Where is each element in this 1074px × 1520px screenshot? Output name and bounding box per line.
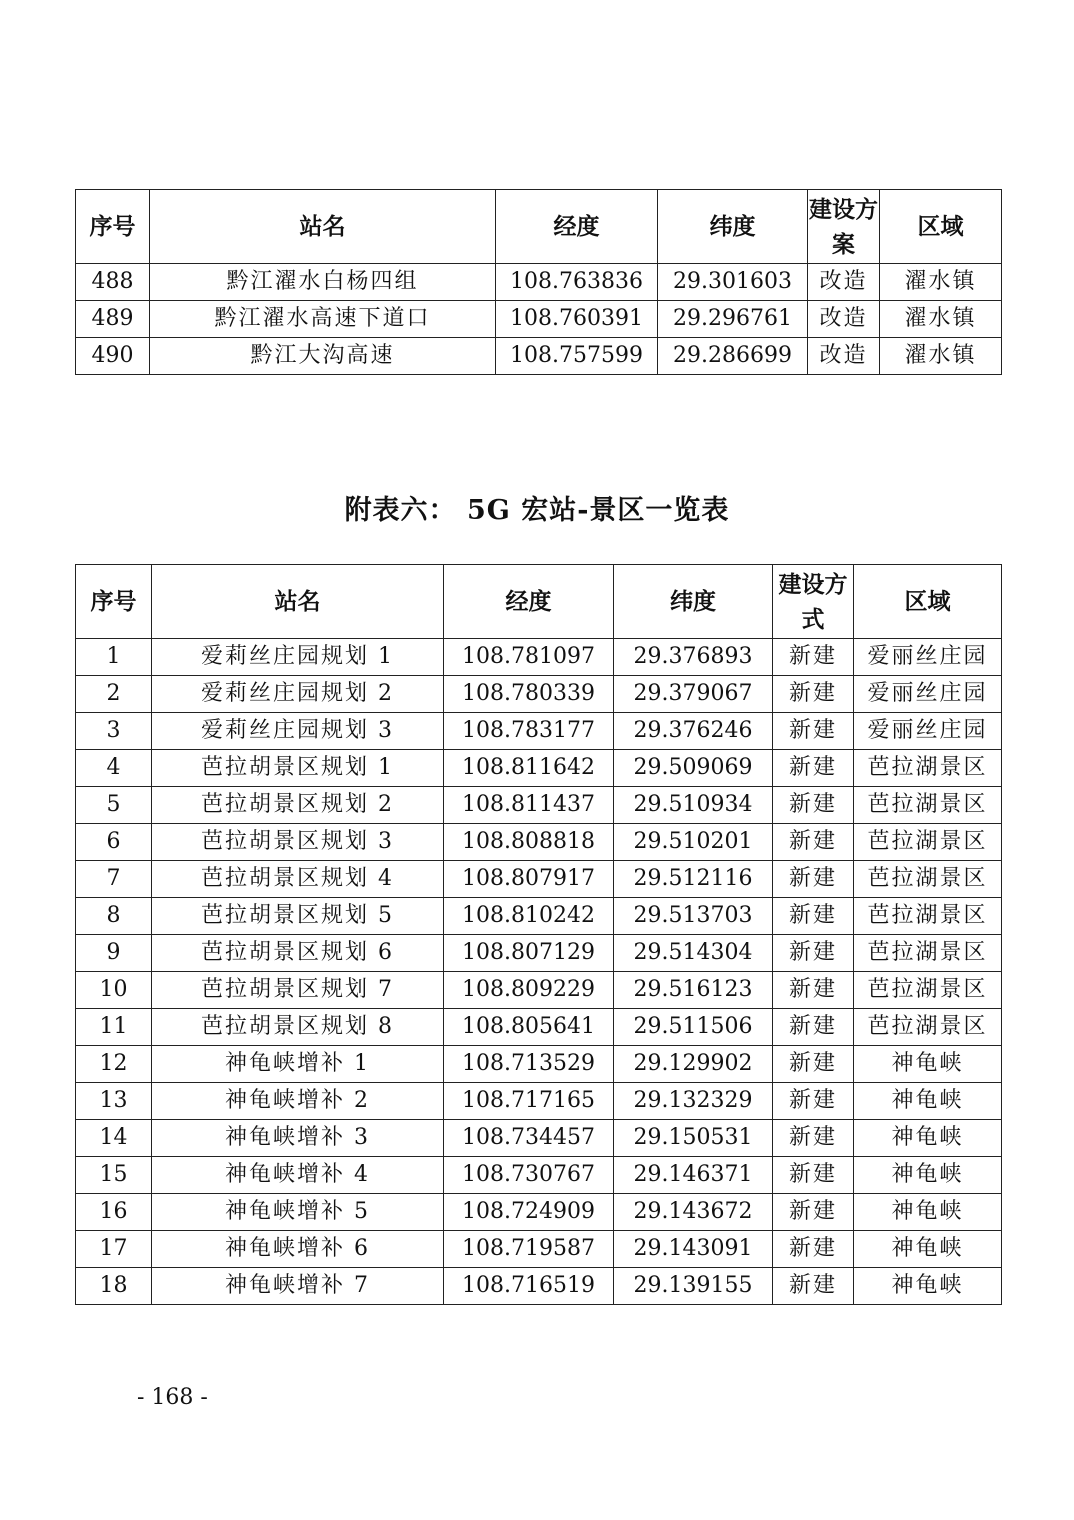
cell-longitude: 108.757599 <box>496 338 658 375</box>
cell-index: 16 <box>76 1194 152 1231</box>
section-heading: 附表六： 5G 宏站-景区一览表 <box>344 495 730 526</box>
table-row <box>76 1157 1002 1194</box>
cell-site-name: 黔江濯水高速下道口 <box>150 301 496 338</box>
cell-area: 爱丽丝庄园 <box>854 639 1002 676</box>
cell-site-name: 芭拉胡景区规划 1 <box>152 750 444 787</box>
cell-site-name: 芭拉胡景区规划 5 <box>152 898 444 935</box>
cell-longitude: 108.811642 <box>444 750 614 787</box>
table-row <box>76 861 1002 898</box>
cell-site-name: 芭拉胡景区规划 8 <box>152 1009 444 1046</box>
cell-latitude: 29.150531 <box>614 1120 773 1157</box>
cell-site-name: 神龟峡增补 2 <box>152 1083 444 1120</box>
cell-area: 芭拉湖景区 <box>854 824 1002 861</box>
cell-build-type: 新建 <box>773 935 854 972</box>
table-row <box>76 1268 1002 1305</box>
cell-build-type: 新建 <box>773 676 854 713</box>
cell-build-type: 新建 <box>773 861 854 898</box>
cell-index: 488 <box>76 264 150 301</box>
cell-longitude: 108.716519 <box>444 1268 614 1305</box>
cell-longitude: 108.807917 <box>444 861 614 898</box>
header-area: 区域 <box>854 565 1002 639</box>
cell-latitude: 29.509069 <box>614 750 773 787</box>
cell-index: 7 <box>76 861 152 898</box>
cell-area: 神龟峡 <box>854 1268 1002 1305</box>
cell-index: 490 <box>76 338 150 375</box>
table-row <box>76 1231 1002 1268</box>
cell-index: 5 <box>76 787 152 824</box>
cell-latitude: 29.129902 <box>614 1046 773 1083</box>
cell-longitude: 108.760391 <box>496 301 658 338</box>
cell-index: 2 <box>76 676 152 713</box>
cell-site-name: 神龟峡增补 1 <box>152 1046 444 1083</box>
cell-site-name: 神龟峡增补 3 <box>152 1120 444 1157</box>
cell-area: 芭拉湖景区 <box>854 898 1002 935</box>
cell-site-name: 芭拉胡景区规划 7 <box>152 972 444 1009</box>
header-site-name: 站名 <box>152 565 444 639</box>
cell-area: 芭拉湖景区 <box>854 1009 1002 1046</box>
cell-site-name: 黔江濯水白杨四组 <box>150 264 496 301</box>
cell-build-type: 改造 <box>808 264 880 301</box>
cell-area: 濯水镇 <box>880 301 1002 338</box>
cell-site-name: 芭拉胡景区规划 6 <box>152 935 444 972</box>
cell-build-type: 新建 <box>773 1268 854 1305</box>
header-index: 序号 <box>76 565 152 639</box>
cell-latitude: 29.510201 <box>614 824 773 861</box>
cell-latitude: 29.286699 <box>658 338 808 375</box>
header-site-name: 站名 <box>150 190 496 264</box>
cell-site-name: 神龟峡增补 6 <box>152 1231 444 1268</box>
cell-area: 芭拉湖景区 <box>854 861 1002 898</box>
table-row <box>76 264 1002 301</box>
cell-build-type: 新建 <box>773 1231 854 1268</box>
header-latitude: 纬度 <box>658 190 808 264</box>
cell-longitude: 108.811437 <box>444 787 614 824</box>
table-row <box>76 1120 1002 1157</box>
table-row <box>76 787 1002 824</box>
cell-build-type: 新建 <box>773 972 854 1009</box>
cell-index: 489 <box>76 301 150 338</box>
page-number: - 168 - <box>137 1385 208 1410</box>
cell-area: 芭拉湖景区 <box>854 787 1002 824</box>
cell-area: 神龟峡 <box>854 1157 1002 1194</box>
cell-latitude: 29.511506 <box>614 1009 773 1046</box>
table-body <box>76 264 1002 375</box>
cell-build-type: 新建 <box>773 1194 854 1231</box>
cell-latitude: 29.143672 <box>614 1194 773 1231</box>
header-build-method: 建设方式 <box>773 565 854 639</box>
cell-longitude: 108.810242 <box>444 898 614 935</box>
cell-build-type: 新建 <box>773 750 854 787</box>
cell-build-type: 改造 <box>808 338 880 375</box>
cell-site-name: 芭拉胡景区规划 3 <box>152 824 444 861</box>
cell-build-type: 新建 <box>773 1120 854 1157</box>
header-build-plan: 建设方案 <box>808 190 880 264</box>
table-row <box>76 1194 1002 1231</box>
cell-area: 神龟峡 <box>854 1194 1002 1231</box>
cell-longitude: 108.734457 <box>444 1120 614 1157</box>
table-row <box>76 898 1002 935</box>
cell-area: 神龟峡 <box>854 1120 1002 1157</box>
cell-latitude: 29.379067 <box>614 676 773 713</box>
cell-latitude: 29.513703 <box>614 898 773 935</box>
header-latitude: 纬度 <box>614 565 773 639</box>
cell-index: 1 <box>76 639 152 676</box>
table-row <box>76 935 1002 972</box>
cell-index: 3 <box>76 713 152 750</box>
cell-longitude: 108.730767 <box>444 1157 614 1194</box>
cell-longitude: 108.719587 <box>444 1231 614 1268</box>
cell-build-type: 新建 <box>773 639 854 676</box>
cell-site-name: 爱莉丝庄园规划 3 <box>152 713 444 750</box>
cell-longitude: 108.807129 <box>444 935 614 972</box>
cell-latitude: 29.376893 <box>614 639 773 676</box>
cell-longitude: 108.805641 <box>444 1009 614 1046</box>
cell-index: 15 <box>76 1157 152 1194</box>
header-longitude: 经度 <box>496 190 658 264</box>
cell-area: 爱丽丝庄园 <box>854 676 1002 713</box>
cell-index: 11 <box>76 1009 152 1046</box>
cell-index: 17 <box>76 1231 152 1268</box>
cell-area: 芭拉湖景区 <box>854 972 1002 1009</box>
cell-area: 芭拉湖景区 <box>854 935 1002 972</box>
cell-build-type: 新建 <box>773 1009 854 1046</box>
cell-area: 爱丽丝庄园 <box>854 713 1002 750</box>
cell-area: 神龟峡 <box>854 1046 1002 1083</box>
cell-site-name: 爱莉丝庄园规划 1 <box>152 639 444 676</box>
cell-index: 6 <box>76 824 152 861</box>
cell-site-name: 神龟峡增补 5 <box>152 1194 444 1231</box>
cell-latitude: 29.514304 <box>614 935 773 972</box>
cell-longitude: 108.724909 <box>444 1194 614 1231</box>
cell-area: 濯水镇 <box>880 264 1002 301</box>
cell-index: 13 <box>76 1083 152 1120</box>
cell-site-name: 爱莉丝庄园规划 2 <box>152 676 444 713</box>
table-row <box>76 972 1002 1009</box>
header-index: 序号 <box>76 190 150 264</box>
cell-longitude: 108.808818 <box>444 824 614 861</box>
cell-build-type: 改造 <box>808 301 880 338</box>
cell-longitude: 108.717165 <box>444 1083 614 1120</box>
table-row <box>76 676 1002 713</box>
cell-index: 10 <box>76 972 152 1009</box>
cell-latitude: 29.512116 <box>614 861 773 898</box>
table-row <box>76 338 1002 375</box>
cell-latitude: 29.510934 <box>614 787 773 824</box>
cell-site-name: 神龟峡增补 7 <box>152 1268 444 1305</box>
cell-site-name: 芭拉胡景区规划 2 <box>152 787 444 824</box>
cell-area: 神龟峡 <box>854 1083 1002 1120</box>
cell-latitude: 29.146371 <box>614 1157 773 1194</box>
cell-build-type: 新建 <box>773 1157 854 1194</box>
cell-latitude: 29.143091 <box>614 1231 773 1268</box>
header-longitude: 经度 <box>444 565 614 639</box>
cell-index: 4 <box>76 750 152 787</box>
cell-latitude: 29.516123 <box>614 972 773 1009</box>
cell-latitude: 29.376246 <box>614 713 773 750</box>
cell-longitude: 108.783177 <box>444 713 614 750</box>
cell-site-name: 黔江大沟高速 <box>150 338 496 375</box>
cell-index: 12 <box>76 1046 152 1083</box>
table-row <box>76 301 1002 338</box>
cell-build-type: 新建 <box>773 713 854 750</box>
cell-index: 9 <box>76 935 152 972</box>
cell-longitude: 108.780339 <box>444 676 614 713</box>
cell-site-name: 芭拉胡景区规划 4 <box>152 861 444 898</box>
cell-build-type: 新建 <box>773 824 854 861</box>
cell-latitude: 29.296761 <box>658 301 808 338</box>
cell-index: 14 <box>76 1120 152 1157</box>
cell-area: 濯水镇 <box>880 338 1002 375</box>
cell-latitude: 29.139155 <box>614 1268 773 1305</box>
table-row <box>76 750 1002 787</box>
cell-latitude: 29.301603 <box>658 264 808 301</box>
cell-build-type: 新建 <box>773 787 854 824</box>
table-row <box>76 1083 1002 1120</box>
cell-build-type: 新建 <box>773 1046 854 1083</box>
cell-site-name: 神龟峡增补 4 <box>152 1157 444 1194</box>
cell-index: 8 <box>76 898 152 935</box>
cell-longitude: 108.781097 <box>444 639 614 676</box>
cell-index: 18 <box>76 1268 152 1305</box>
table-header-row <box>76 565 1002 639</box>
table-header-row <box>76 190 1002 264</box>
table-scenic-sites <box>75 564 1002 1305</box>
table-body <box>76 639 1002 1305</box>
cell-area: 芭拉湖景区 <box>854 750 1002 787</box>
table-row <box>76 1009 1002 1046</box>
table-row <box>76 824 1002 861</box>
cell-latitude: 29.132329 <box>614 1083 773 1120</box>
header-area: 区域 <box>880 190 1002 264</box>
table-row <box>76 713 1002 750</box>
cell-area: 神龟峡 <box>854 1231 1002 1268</box>
table-row <box>76 1046 1002 1083</box>
cell-build-type: 新建 <box>773 1083 854 1120</box>
cell-longitude: 108.809229 <box>444 972 614 1009</box>
table-row <box>76 639 1002 676</box>
cell-longitude: 108.763836 <box>496 264 658 301</box>
cell-longitude: 108.713529 <box>444 1046 614 1083</box>
table-macro-sites-continued <box>75 189 1002 375</box>
cell-build-type: 新建 <box>773 898 854 935</box>
